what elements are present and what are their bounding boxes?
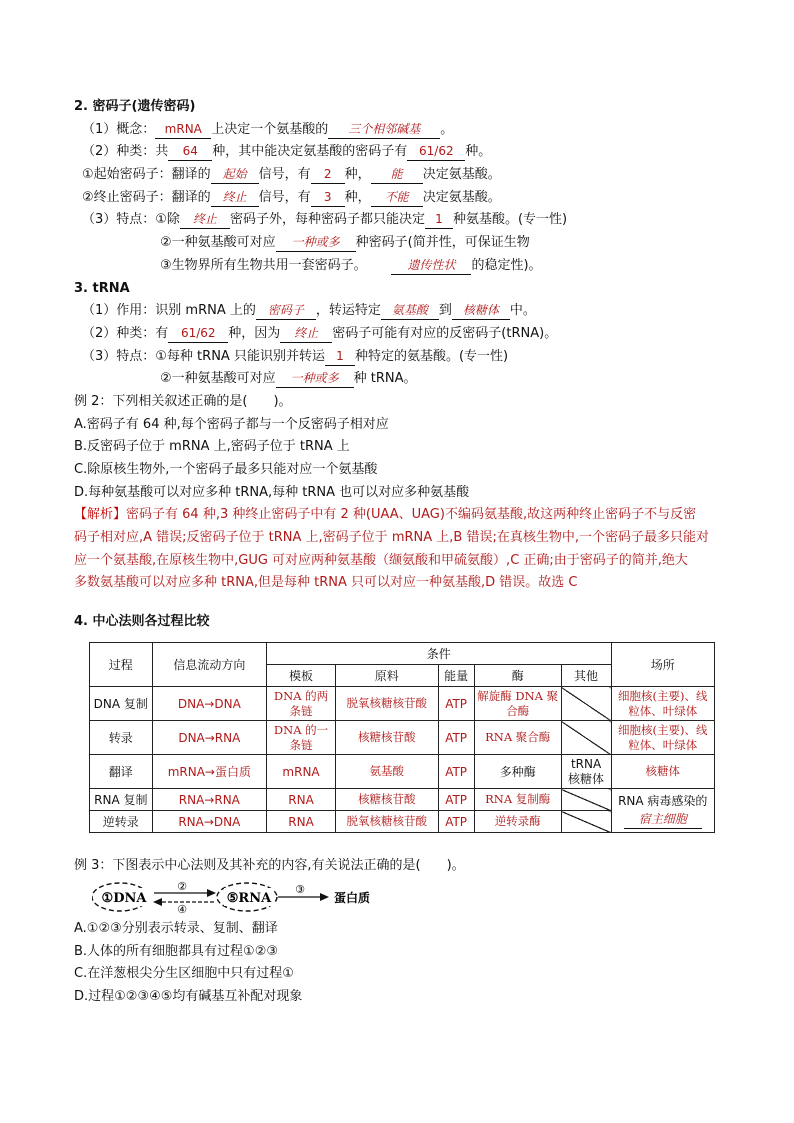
header-template: 模板 — [267, 665, 336, 687]
table-row: 转录 DNA→RNA DNA 的一条链 核糖核苷酸 ATP RNA 聚合酶 细胞核(主要)、线粒体、叶绿体 — [90, 721, 715, 755]
example-3-option: A.①②③分别表示转录、复制、翻译 — [74, 921, 278, 936]
codon-feature-line-3: ③生物界所有生物共用一套密码子。 遗传性状 的稳定性)。 — [160, 257, 542, 273]
example-2-analysis: 码子相对应,A 错误;反密码子位于 tRNA 上,密码子位于 mRNA 上,B 错误;在真核生物中,一个密码子最多只能对 — [74, 530, 709, 546]
worksheet — [74, 96, 724, 634]
translation-label: ③ — [295, 883, 305, 896]
answer-blank: 61/62 — [168, 325, 228, 343]
answer-blank: 宿主细胞 — [624, 811, 702, 829]
example-2-option: C.除原核生物外,一个密码子最多只能对应一个氨基酸 — [74, 462, 378, 477]
example-2-option: A.密码子有 64 种,每个密码子都与一个反密码子相对应 — [74, 416, 389, 432]
answer-blank: 64 — [168, 143, 212, 161]
start-codon-line: ①起始密码子：翻译的 起始 信号，有 2 种， 能 决定氨基酸。 — [82, 167, 501, 183]
answer-blank: 能 — [371, 166, 423, 184]
empty-cell — [561, 789, 611, 811]
header-enzyme: 酶 — [474, 665, 561, 687]
empty-cell — [561, 721, 611, 755]
answer-blank: 一种或多 — [276, 234, 356, 252]
answer-blank: 氨基酸 — [381, 302, 439, 320]
answer-blank: 密码子 — [256, 302, 316, 320]
section-3-title: 3. tRNA — [74, 280, 130, 296]
table-row: DNA 复制 DNA→DNA DNA 的两条链 脱氧核糖核苷酸 ATP 解旋酶 DNA 聚合酶 细胞核(主要)、线粒体、叶绿体 — [90, 687, 715, 721]
reverse-transcription-label: ④ — [177, 903, 187, 914]
codon-types-line: （2）种类：共 64 种，其中能决定氨基酸的密码子有 61/62 种。 — [82, 144, 492, 160]
answer-blank: 三个相邻碱基 — [328, 121, 440, 139]
header-energy: 能量 — [438, 665, 474, 687]
codon-feature-line-2: ②一种氨基酸可对应 一种或多 种密码子(简并性，可保证生物 — [160, 235, 530, 251]
codon-concept-line: （1）概念： mRNA 上决定一个氨基酸的 三个相邻碱基 。 — [82, 121, 454, 137]
answer-blank: 不能 — [371, 189, 423, 207]
table-row: 逆转录 RNA→DNA RNA 脱氧核糖核苷酸 ATP 逆转录酶 — [90, 811, 715, 833]
header-flow: 信息流动方向 — [152, 643, 266, 687]
example-3-question: 例 3：下图表示中心法则及其补充的内容,有关说法正确的是( )。 — [74, 858, 465, 873]
answer-blank: 终止 — [280, 325, 332, 343]
answer-blank: 终止 — [180, 211, 230, 229]
central-dogma-table — [89, 642, 715, 833]
section-2-title: 2. 密码子(遗传密码) — [74, 99, 196, 114]
example-3-option: B.人体的所有细胞都具有过程①②③ — [74, 943, 279, 959]
answer-blank: 1 — [325, 348, 355, 366]
transcription-label: ② — [177, 880, 187, 893]
header-material: 原料 — [336, 665, 438, 687]
dna-node: ①DNA — [101, 891, 147, 906]
example-2-analysis: 多数氨基酸可以对应多种 tRNA,但是每种 tRNA 只可以对应一种氨基酸,D 错误。故选 C — [74, 575, 578, 591]
answer-blank: 1 — [425, 211, 453, 229]
example-2-option: D.每种氨基酸可以对应多种 tRNA,每种 tRNA 也可以对应多种氨基酸 — [74, 484, 470, 500]
table-row: 翻译 mRNA→蛋白质 mRNA 氨基酸 ATP 多种酶 tRNA 核糖体 核糖体 — [90, 755, 715, 789]
empty-cell — [561, 811, 611, 833]
section-4-title: 4. 中心法则各过程比较 — [74, 614, 210, 630]
arrow-head — [207, 889, 216, 897]
example-2-analysis: 应一个氨基酸,在原核生物中,GUG 可对应两种氨基酸（缬氨酸和甲硫氨酸）,C 正确;由于密码子的简并,绝大 — [74, 552, 688, 568]
answer-blank: 遗传性状 — [391, 257, 471, 275]
table-row: RNA 复制 RNA→RNA RNA 核糖核苷酸 ATP RNA 复制酶 RNA 病毒感染的 宿主细胞 — [90, 789, 715, 811]
codon-feature-line-1: （3）特点：①除 终止 密码子外，每种密码子都只能决定 1 种氨基酸。(专一性) — [82, 212, 568, 228]
protein-node: 蛋白质 — [334, 891, 371, 905]
arrow-head — [153, 898, 162, 906]
answer-blank: 61/62 — [407, 143, 465, 161]
answer-blank: 起始 — [211, 166, 259, 184]
example-3-options — [74, 918, 724, 1009]
example-2-analysis: 【解析】密码子有 64 种,3 种终止密码子中有 2 种(UAA、UAG)不编码氨基酸,故这两种终止密码子不与反密 — [74, 507, 697, 523]
answer-blank: mRNA — [155, 121, 211, 139]
answer-blank: 核糖体 — [452, 302, 510, 320]
trna-function-line: （1）作用：识别 mRNA 上的 密码子 ，转运特定 氨基酸 到 核糖体 中。 — [82, 303, 536, 319]
example-3-option: C.在洋葱根尖分生区细胞中只有过程① — [74, 966, 294, 982]
rna-node: ⑤RNA — [226, 891, 272, 906]
example-3-option: D.过程①②③④⑤均有碱基互补配对现象 — [74, 989, 303, 1005]
section-4-title-row — [74, 611, 724, 634]
central-dogma-diagram — [92, 878, 402, 914]
header-place: 场所 — [611, 643, 715, 687]
trna-types-line: （2）种类：有 61/62 种，因为 终止 密码子可能有对应的反密码子(tRNA)。 — [82, 325, 558, 341]
arrow-head — [320, 893, 329, 901]
answer-blank: 3 — [311, 189, 345, 207]
header-conditions: 条件 — [267, 643, 611, 665]
stop-codon-line: ②终止密码子：翻译的 终止 信号，有 3 种， 不能 决定氨基酸。 — [82, 189, 501, 205]
trna-feature-line-1: （3）特点：①每种 tRNA 只能识别并转运 1 种特定的氨基酸。(专一性) — [82, 348, 509, 364]
analysis-tag: 【解析】 — [74, 507, 127, 523]
example-2-question: 例 2：下列相关叙述正确的是( )。 — [74, 393, 292, 409]
example-2-option: B.反密码子位于 mRNA 上,密码子位于 tRNA 上 — [74, 439, 350, 455]
empty-cell — [561, 687, 611, 721]
trna-feature-line-2: ②一种氨基酸可对应 一种或多 种 tRNA。 — [160, 371, 417, 387]
answer-blank: 2 — [311, 166, 345, 184]
answer-blank: 终止 — [211, 189, 259, 207]
header-process: 过程 — [90, 643, 153, 687]
answer-blank: 一种或多 — [276, 370, 354, 388]
header-other: 其他 — [561, 665, 611, 687]
